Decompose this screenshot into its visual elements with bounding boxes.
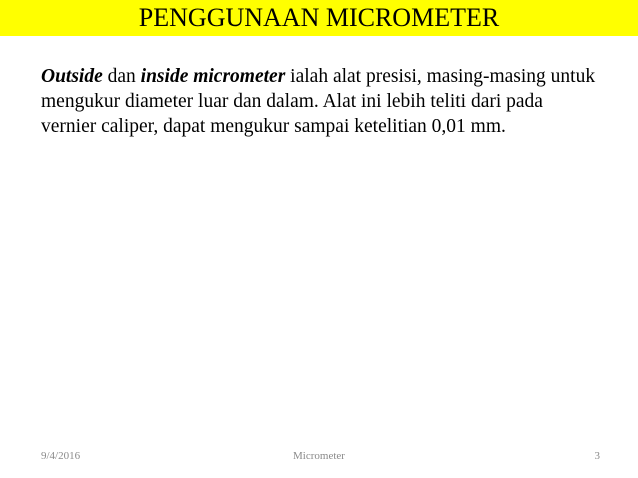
footer-page-number: 3	[594, 450, 600, 462]
term-outside: Outside	[41, 66, 103, 87]
footer-title: Micrometer	[293, 450, 345, 462]
title-bar	[0, 0, 638, 36]
body-paragraph	[41, 64, 601, 139]
paragraph-text-1: dan	[102, 66, 141, 87]
footer-date: 9/4/2016	[41, 450, 81, 462]
slide-title: PENGGUNAAN MICROMETER	[138, 3, 500, 32]
term-inside-micrometer: inside micrometer	[140, 66, 286, 87]
paragraph-text-2: ialah alat presisi, masing-masing untuk mengukur diameter luar dan dalam. Alat ini lebih teliti dari pada vernier caliper, dapat mengukur sampai ketelitian 0,01 mm.	[41, 66, 596, 137]
